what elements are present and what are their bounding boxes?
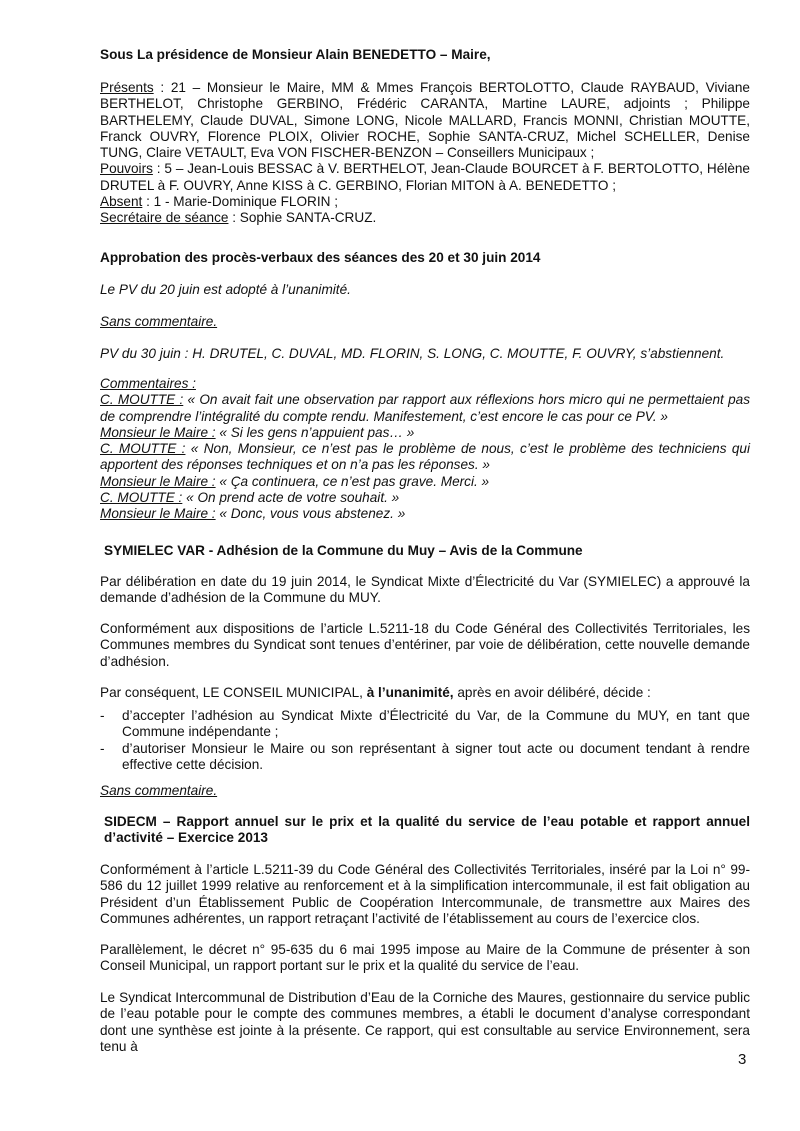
dash-bullet: -	[100, 740, 105, 756]
list-item-text: d’accepter l’adhésion au Syndicat Mixte d’Électricité du Var, de la Commune du MUY, en tant que Commune indépendante ;	[122, 708, 750, 740]
quote: « Donc, vous vous abstenez. »	[215, 506, 406, 522]
dialogue-line	[100, 490, 750, 506]
section1-title: Approbation des procès-verbaux des séances des 20 et 30 juin 2014	[100, 250, 541, 265]
dialogue-line	[100, 425, 750, 441]
speaker: Monsieur le Maire :	[100, 473, 216, 489]
absent-label: Absent	[100, 194, 143, 210]
section2-paragraph-1: Par délibération en date du 19 juin 2014, le Syndicat Mixte d’Électricité du Var (SYMIELEC) a approuvé la demande d’adhésion de la Commune du MUY.	[100, 574, 750, 606]
speaker: Monsieur le Maire :	[100, 506, 216, 522]
secretaire-label: Secrétaire de séance	[100, 210, 229, 226]
list-item	[100, 708, 750, 741]
absent-paragraph	[100, 194, 750, 210]
speaker: C. MOUTTE :	[100, 441, 186, 457]
dialogue-line	[100, 474, 750, 490]
decision-list	[100, 708, 750, 773]
quote: « Ça continuera, ce n’est pas grave. Merci. »	[215, 473, 490, 489]
pv20-text: Le PV du 20 juin est adopté à l’unanimité.	[100, 282, 351, 297]
pouvoirs-paragraph	[100, 161, 750, 194]
list-item-text: d’autoriser Monsieur le Maire ou son représentant à signer tout acte ou document tendant à rendre effective cette décision.	[122, 740, 750, 772]
text-run: après en avoir délibéré, décide :	[453, 685, 651, 700]
section2-title: SYMIELEC VAR - Adhésion de la Commune du Muy – Avis de la Commune	[104, 543, 583, 558]
section2-paragraph-2: Conformément aux dispositions de l’article L.5211-18 du Code Général des Collectivités Territoriales, les Communes membres du Syndicat sont tenues d’entériner, par voie de délibération, cette nouvelle demande d’adhésion.	[100, 621, 750, 669]
dash-bullet: -	[100, 708, 105, 723]
presidence-heading: Sous La présidence de Monsieur Alain BENEDETTO – Maire,	[100, 47, 491, 62]
absent-text: : 1 - Marie-Dominique FLORIN ;	[142, 194, 338, 210]
speaker: C. MOUTTE :	[100, 392, 184, 408]
quote: « On avait fait une observation par rapport aux réflexions hors micro qui ne permettaient pas de comprendre l’intégralité du compte rendu. Manifestement, c’est encore le cas pour ce PV. »	[100, 392, 750, 424]
list-item	[100, 741, 750, 774]
dialogue-line	[100, 392, 750, 425]
attendance-block	[100, 80, 750, 227]
section3-paragraph-1: Conformément à l’article L.5211-39 du Code Général des Collectivités Territoriales, inséré par la Loi n° 99-586 du 12 juillet 1999 relative au renforcement et à la simplification intercommunale, il est fait obligation au Président d’un Établissement Public de Coopération Intercommunale, de transmettre aux Maires des Communes adhérentes, un rapport retraçant l’activité de l’établissement au cours de l’exercice clos.	[100, 862, 750, 926]
comments-block	[100, 376, 750, 523]
page-number: 3	[738, 1051, 747, 1068]
presents-paragraph	[100, 80, 750, 161]
quote: « Si les gens n’appuient pas… »	[215, 424, 415, 440]
speaker: C. MOUTTE :	[100, 490, 183, 506]
section3-paragraph-3: Le Syndicat Intercommunal de Distribution d’Eau de la Corniche des Maures, gestionnaire du service public de l’eau potable pour le compte des communes membres, a établi le document d’analyse correspondant dont une synthèse est jointe à la présente. Ce rapport, qui est consultable au service Environnement, sera tenu à	[100, 990, 750, 1054]
text-run: Par conséquent, LE CONSEIL MUNICIPAL,	[100, 685, 367, 700]
quote: « On prend acte de votre souhait. »	[182, 490, 400, 506]
section3-title: SIDECM – Rapport annuel sur le prix et la qualité du service de l’eau potable et rapport annuel d’activité – Exercice 2013	[104, 814, 750, 846]
quote: « Non, Monsieur, ce n’est pas le problème de nous, c’est le problème des techniciens qui apportent des réponses techniques et on n’a pas les réponses. »	[100, 441, 750, 473]
presents-label: Présents	[100, 80, 154, 95]
text-run-bold: à l’unanimité,	[366, 685, 454, 700]
section2-paragraph-3	[100, 685, 750, 701]
presents-text: : 21 – Monsieur le Maire, MM & Mmes François BERTOLOTTO, Claude RAYBAUD, Viviane BERTHELOT, Christophe GERBINO, Frédéric CARANTA, Martine LAURE, adjoints ; Philippe BARTHELEMY, Claude DUVAL, Simone LONG, Nicole MALLARD, Francis MONNI, Christian MOUTTE, Franck OUVRY, Florence PLOIX, Olivier ROCHE, Sophie SANTA-CRUZ, Michel SCHELLER, Denise TUNG, Claire VETAULT, Eva VON FISCHER-BENZON – Conseillers Municipaux ;	[100, 80, 750, 161]
section1-sans-commentaire: Sans commentaire.	[100, 314, 218, 329]
pv30-text: PV du 30 juin : H. DRUTEL, C. DUVAL, MD. FLORIN, S. LONG, C. MOUTTE, F. OUVRY, s’abstiennent.	[100, 346, 725, 361]
dialogue-line	[100, 441, 750, 474]
pouvoirs-text: : 5 – Jean-Louis BESSAC à V. BERTHELOT, Jean-Claude BOURCET à F. BERTOLOTTO, Hélène DRUTEL à F. OUVRY, Anne KISS à C. GERBINO, Florian MITON à A. BENEDETTO ;	[100, 161, 750, 193]
speaker: Monsieur le Maire :	[100, 424, 216, 440]
secretaire-text: : Sophie SANTA-CRUZ.	[228, 210, 377, 226]
secretaire-paragraph	[100, 210, 750, 226]
pouvoirs-label: Pouvoirs	[100, 161, 153, 177]
commentaires-label: Commentaires :	[100, 376, 196, 391]
section2-sans-commentaire: Sans commentaire.	[100, 783, 218, 798]
dialogue-line	[100, 506, 750, 522]
section3-paragraph-2: Parallèlement, le décret n° 95-635 du 6 mai 1995 impose au Maire de la Commune de présenter à son Conseil Municipal, un rapport portant sur le prix et la qualité du service de l’eau.	[100, 942, 750, 974]
